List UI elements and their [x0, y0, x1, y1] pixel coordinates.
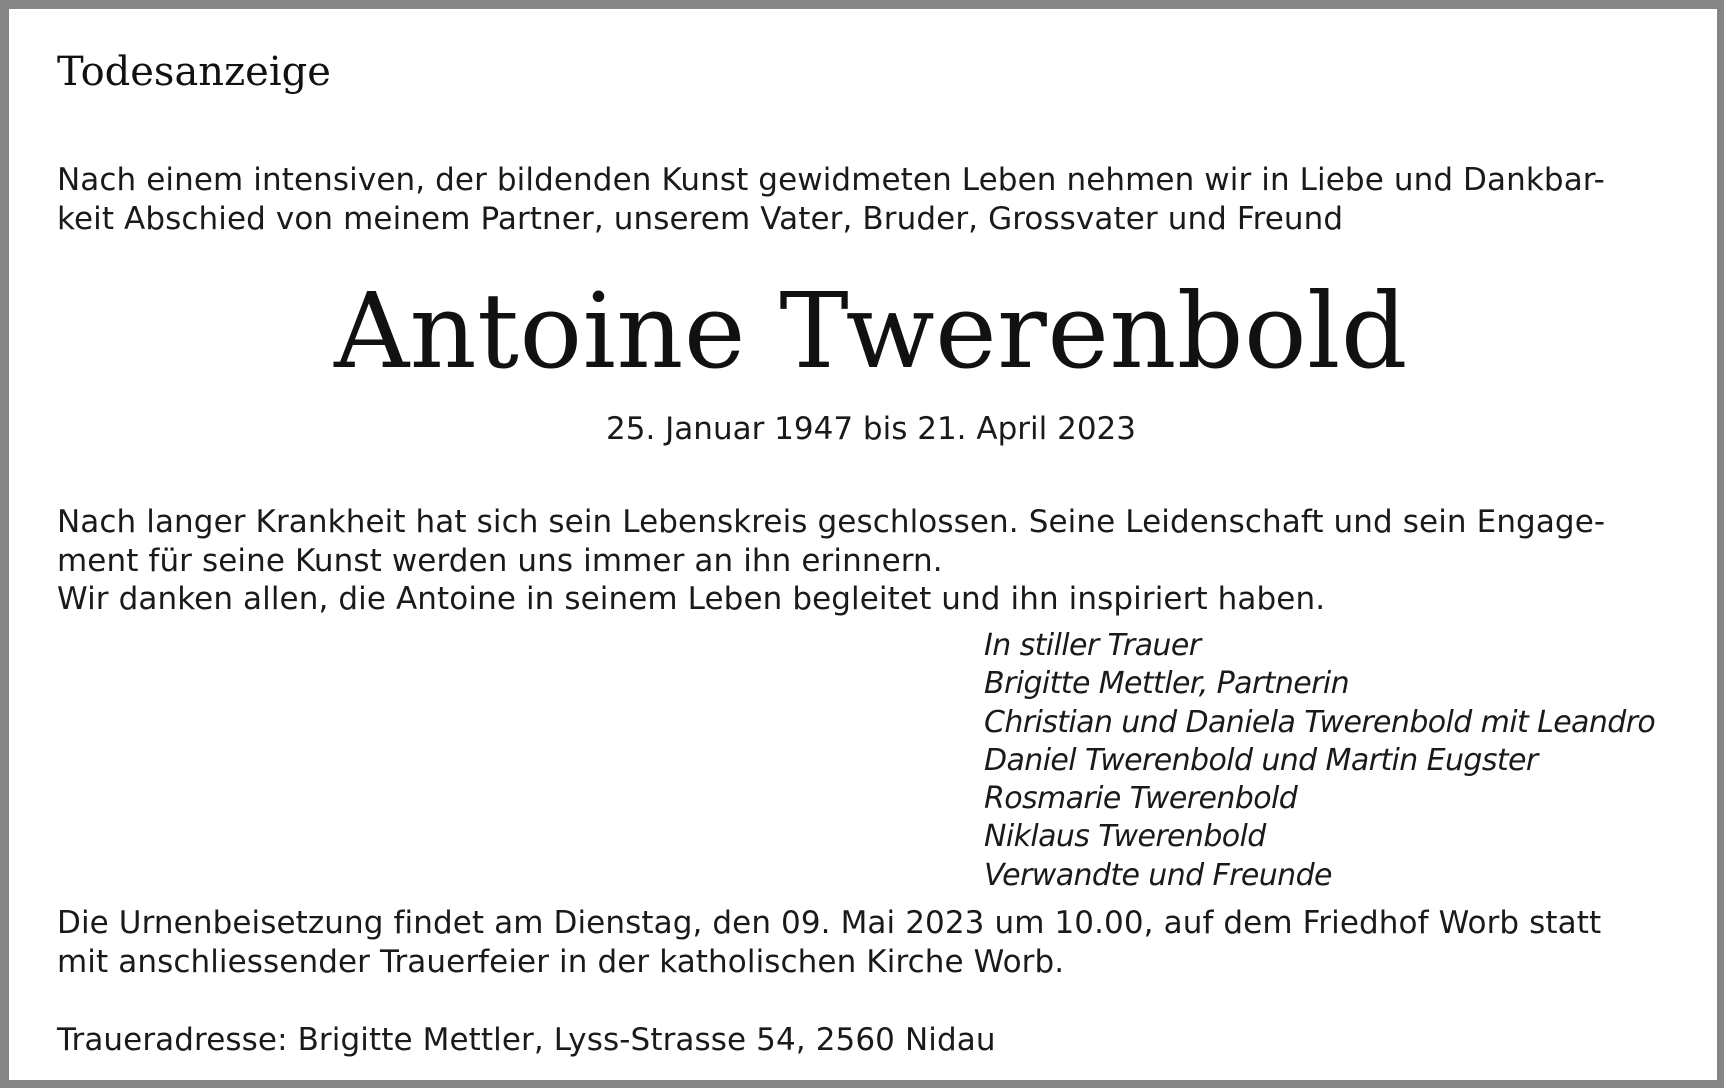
mourner-entry: Brigitte Mettler, Partnerin: [984, 666, 1349, 702]
mourning-address: [57, 1021, 1677, 1060]
mourners-list: [984, 627, 1655, 895]
body-line: ment für seine Kunst werden uns immer an ihn erinnern.: [57, 542, 943, 579]
intro-line: keit Abschied von meinem Partner, unserem Vater, Bruder, Grossvater und Freund: [57, 200, 1344, 237]
mourner-entry: Christian und Daniela Twerenbold mit Leandro: [984, 704, 1656, 740]
mourner-entry: In stiller Trauer: [984, 628, 1201, 663]
deceased-name: Antoine Twerenbold: [334, 270, 1408, 392]
notice-heading: Todesanzeige: [57, 49, 331, 95]
mourner-entry: Verwandte und Freunde: [984, 857, 1332, 893]
intro-line: Nach einem intensiven, der bildenden Kunst gewidmeten Leben nehmen wir in Liebe und Dankbar-: [57, 162, 1605, 198]
life-dates: 25. Januar 1947 bis 21. April 2023: [606, 411, 1136, 447]
mourner-entry: Rosmarie Twerenbold: [984, 781, 1298, 817]
body-line: Nach langer Krankheit hat sich sein Lebenskreis geschlossen. Seine Leidenschaft und sein Engage-: [57, 504, 1606, 540]
mourner-entry: Daniel Twerenbold und Martin Eugster: [984, 742, 1538, 778]
intro-paragraph: [57, 161, 1677, 238]
mourner-entry: Niklaus Twerenbold: [984, 819, 1266, 855]
body-line: Wir danken allen, die Antoine in seinem Leben begleitet und ihn inspiriert haben.: [57, 581, 1326, 617]
address-line: Traueradresse: Brigitte Mettler, Lyss-Strasse 54, 2560 Nidau: [57, 1022, 996, 1058]
burial-line: Die Urnenbeisetzung findet am Dienstag, den 09. Mai 2023 um 10.00, auf dem Friedhof Worb statt: [57, 905, 1602, 941]
body-paragraph: [57, 503, 1677, 619]
burial-paragraph: [57, 904, 1677, 981]
burial-line: mit anschliessender Trauerfeier in der katholischen Kirche Worb.: [57, 943, 1065, 980]
